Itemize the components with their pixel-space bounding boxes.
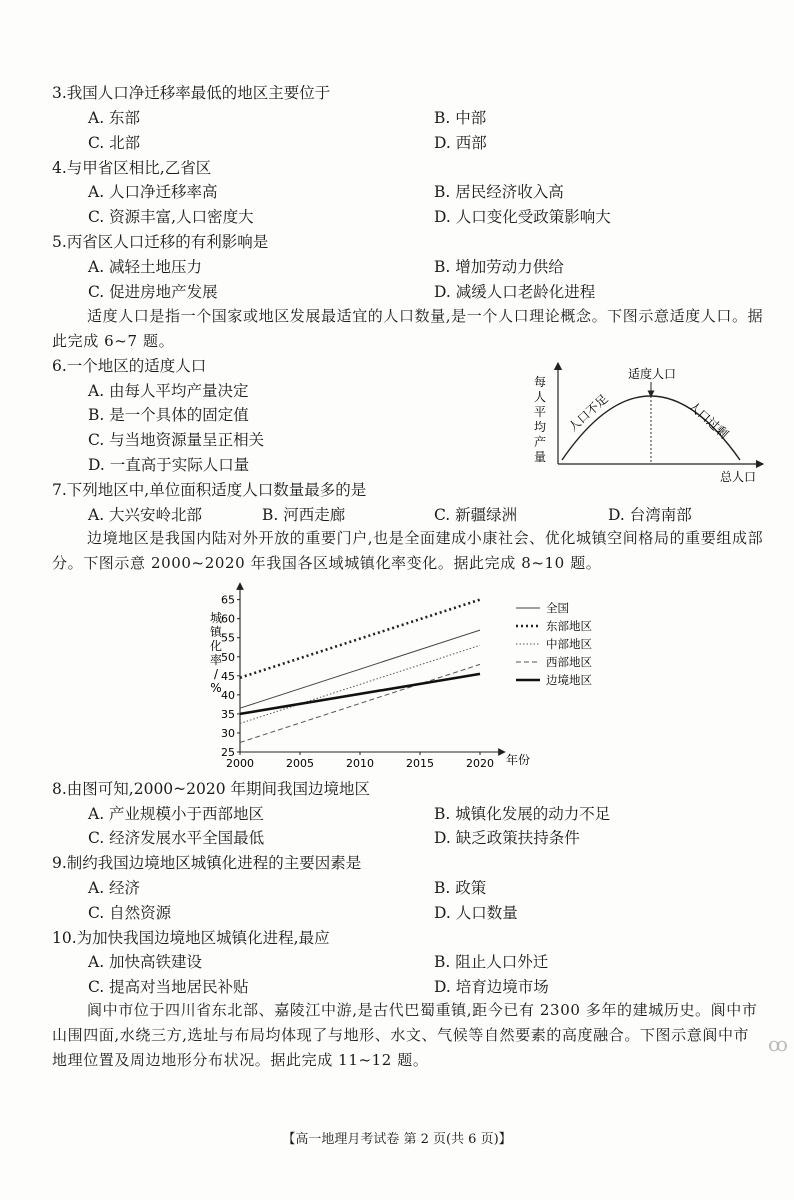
chart-x-label: 年份 (506, 753, 531, 767)
q4-stem: 4.与甲省区相比,乙省区 (52, 159, 212, 177)
q9-option-b: B. 政策 (434, 879, 487, 897)
legend-label-3: 中部地区 (546, 637, 592, 651)
q6-option-b: B. 是一个具体的固定值 (88, 406, 249, 424)
intro-q11-12: 阆中市位于四川省东北部、嘉陵江中游,是古代巴蜀重镇,距今已有 2300 多年的建城历史。阆中市山围四面,水绕三方,选址与布局均体现了与地形、水文、气候等自然要素的高度融合。下图示意阆中市地理位置及周边地形分布状况。据此完成 11~12 题。 (52, 1001, 758, 1069)
optimal-population-diagram (528, 360, 768, 485)
q4-option-d: D. 人口变化受政策影响大 (434, 208, 611, 226)
legend-label-5: 边境地区 (546, 673, 592, 687)
peak-label: 适度人口 (628, 367, 677, 381)
legend-label-4: 西部地区 (546, 655, 592, 669)
q7-option-b: B. 河西走廊 (262, 506, 346, 524)
q9-stem: 9.制约我国边境地区城镇化进程的主要因素是 (52, 854, 362, 872)
diagram-y-label-char: 均 (533, 420, 547, 434)
q3-option-a: A. 东部 (88, 109, 141, 127)
x-tick-label: 2000 (226, 757, 254, 770)
diagram-y-label (534, 374, 546, 464)
diagram-x-label: 总人口 (720, 470, 757, 484)
diagram-y-label-char: 每 (533, 375, 547, 389)
y-tick-label: 40 (221, 688, 235, 702)
diagram-y-label-char: 产 (533, 435, 547, 449)
excess-label: 人口过剩 (685, 398, 732, 442)
q8-stem: 8.由图可知,2000~2020 年期间我国边境地区 (52, 780, 371, 798)
intro-q8-10: 边境地区是我国内陆对外开放的重要门户,也是全面建成小康社会、优化城镇空间格局的重要组成部分。下图示意 2000~2020 年我国各区域城镇化率变化。据此完成 8~10 题。 (52, 529, 764, 572)
y-tick-label: 30 (221, 726, 235, 740)
diagram-y-label-char: 人 (533, 390, 547, 404)
y-tick-label: 55 (221, 631, 235, 645)
q7-option-a: A. 大兴安岭北部 (88, 506, 203, 524)
page-footer: 【高一地理月考试卷 第 2 页(共 6 页)】 (282, 1132, 512, 1147)
q6-stem: 6.一个地区的适度人口 (52, 357, 207, 375)
chart-y-label-char: % (210, 681, 222, 695)
q5-option-c: C. 促进房地产发展 (88, 283, 218, 301)
q6-option-d: D. 一直高于实际人口量 (88, 456, 250, 474)
q9-option-a: A. 经济 (88, 879, 141, 897)
q9-option-d: D. 人口数量 (434, 904, 518, 922)
series-line-4 (240, 664, 480, 742)
q7-option-d: D. 台湾南部 (608, 506, 692, 524)
q9-option-c: C. 自然资源 (88, 904, 172, 922)
insufficient-label: 人口不足 (565, 391, 611, 435)
q4-option-c: C. 资源丰富,人口密度大 (88, 208, 254, 226)
q3-stem: 3.我国人口净迁移率最低的地区主要位于 (52, 84, 331, 102)
page-edge-mark: ꝏ (768, 1032, 788, 1056)
q10-stem: 10.为加快我国边境地区城镇化进程,最应 (52, 929, 330, 947)
q8-option-c: C. 经济发展水平全国最低 (88, 829, 265, 847)
q10-option-d: D. 培育边境市场 (434, 978, 549, 996)
chart-y-label-char: 率 (209, 653, 223, 667)
q6-option-c: C. 与当地资源量呈正相关 (88, 431, 265, 449)
intro-q6-7: 适度人口是指一个国家或地区发展最适宜的人口数量,是一个人口理论概念。下图示意适度人口。据此完成 6~7 题。 (52, 307, 764, 350)
q10-option-c: C. 提高对当地居民补贴 (88, 978, 249, 996)
y-tick-label: 45 (221, 669, 235, 683)
q4-option-a: A. 人口净迁移率高 (88, 183, 218, 201)
x-tick-label: 2020 (466, 757, 494, 770)
q7-stem: 7.下列地区中,单位面积适度人口数量最多的是 (52, 481, 367, 499)
q6-option-a: A. 由每人平均产量决定 (88, 382, 249, 400)
x-tick-label: 2010 (346, 757, 374, 770)
q5-stem: 5.丙省区人口迁移的有利影响是 (52, 233, 269, 251)
chart-y-label-char: 化 (209, 639, 223, 653)
q8-option-b: B. 城镇化发展的动力不足 (434, 805, 611, 823)
q5-option-a: A. 减轻土地压力 (88, 258, 203, 276)
x-tick-label: 2005 (286, 757, 314, 770)
q7-option-c: C. 新疆绿洲 (434, 506, 518, 524)
y-tick-label: 50 (221, 650, 235, 664)
y-tick-label: 65 (221, 593, 235, 607)
chart-y-label-char: 镇 (209, 625, 223, 639)
chart-y-label-char: / (213, 667, 219, 681)
q3-option-d: D. 西部 (434, 134, 487, 152)
series-line-1 (240, 630, 480, 708)
diagram-y-label-char: 量 (533, 450, 547, 464)
series-line-3 (240, 645, 480, 723)
q4-option-b: B. 居民经济收入高 (434, 183, 564, 201)
y-tick-label: 60 (221, 612, 235, 626)
legend-label-2: 东部地区 (546, 619, 592, 633)
q8-option-d: D. 缺乏政策扶持条件 (434, 829, 580, 847)
q5-option-d: D. 减缓人口老龄化进程 (434, 283, 596, 301)
y-tick-label: 35 (221, 707, 235, 721)
q10-option-a: A. 加快高铁建设 (88, 953, 203, 971)
q3-option-b: B. 中部 (434, 109, 487, 127)
urbanization-line-chart (200, 578, 592, 770)
q10-option-b: B. 阻止人口外迁 (434, 953, 549, 971)
y-tick-label: 25 (221, 746, 235, 759)
chart-y-label-char: 城 (209, 611, 223, 625)
legend-label-1: 全国 (546, 601, 569, 615)
series-line-2 (240, 600, 480, 678)
series-line-5 (240, 674, 480, 714)
diagram-y-label-char: 平 (533, 405, 547, 419)
q5-option-b: B. 增加劳动力供给 (434, 258, 564, 276)
chart-y-label (210, 611, 223, 695)
q3-option-c: C. 北部 (88, 134, 141, 152)
x-tick-label: 2015 (406, 757, 434, 770)
q8-option-a: A. 产业规模小于西部地区 (88, 805, 265, 823)
